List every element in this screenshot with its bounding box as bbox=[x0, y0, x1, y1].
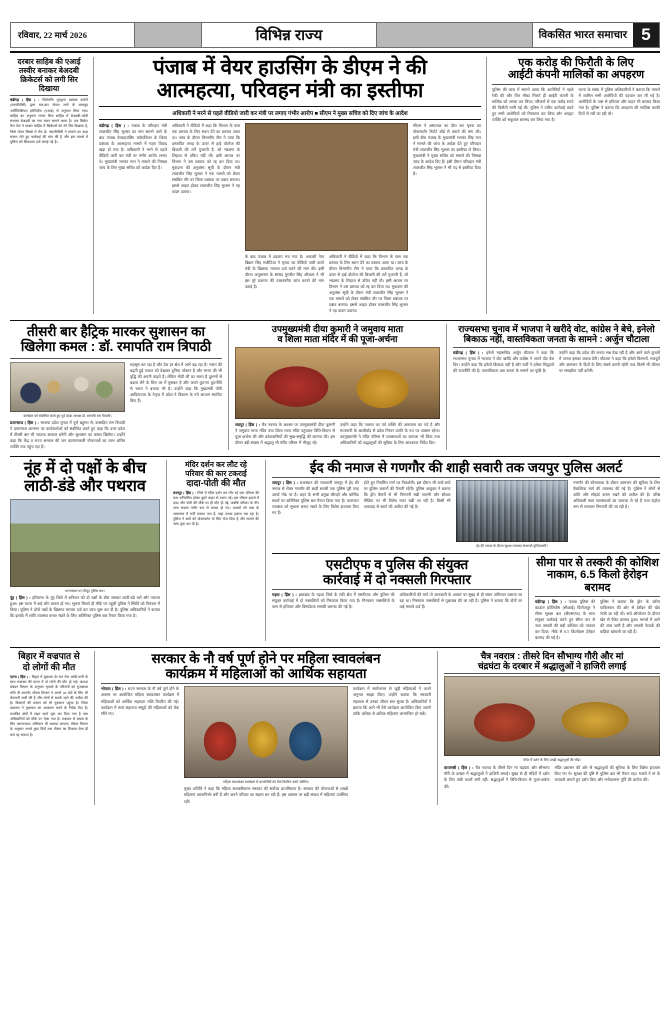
s2-left-rule bbox=[10, 358, 222, 359]
lead-subhead-rule-bottom bbox=[99, 119, 481, 120]
s3-naxal-rule bbox=[272, 589, 522, 590]
lead-left-body: शिरोमणि गुरुद्वारा प्रबंधक कमेटी (एसजीपीसी) द्वारा बार-बार चेताए जाने के बावजूद आर्टिफिशियल इंटेलिजेंस (एआई) से अनुमान लिया गया। साहिब का अनुमान लगाए बिना साहिब में बेअदबी-भरेदी बनाकर बेअदबी का नया चलन सामने आया है। एक क्रिकेट फैन पेज ने दरबार साहिब में क्रिकेटर्स को नंगे सिर दिखाया है, जिसे लेकर सिखों में रोष है। एसजीपीसी ने मामले का कड़ा संज्ञान लेते हुए कार्रवाई की मांग की है और इस मामले में पुलिस को शिकायत दर्ज कराई गई है। bbox=[10, 98, 89, 144]
s3-naxal-headline-line2: कार्रवाई में दो नक्सली गिरफ्तार bbox=[323, 572, 471, 588]
lead-headline-line1: पंजाब में वेयर हाउसिंग के डीएम ने की bbox=[153, 56, 427, 79]
section3-naxal-story bbox=[272, 557, 522, 641]
s3-kanpur-kicker-line1: मंदिर दर्शन कर लौट रहे bbox=[185, 459, 247, 469]
lead-right-rule bbox=[492, 84, 660, 85]
lead-left-dateline: चंडीगढ़ ( हिंस ) : bbox=[10, 98, 40, 102]
s2-mid-photo bbox=[235, 347, 440, 419]
lead-left-kicker-line1: दरबार साहिब की एआई bbox=[17, 57, 81, 66]
s3-kanpur-dateline: कानपुर ( हिंस ) : bbox=[173, 490, 196, 495]
s3-border-dateline: चंडीगढ़ ( हिंस ) : bbox=[535, 599, 566, 604]
s3-jaipur-dateline: जयपुर ( हिंस ) : bbox=[272, 480, 298, 485]
lead-col1-dateline: चंडीगढ़ ( हिंस ) : bbox=[99, 123, 129, 128]
s3-jaipur-col2: होते हुए निर्धारित मार्ग पर निकलेगी। इस दौरान भी चप्पे-चप्पे पर पुलिस जवानों की तैनाती रहेगी। पुलिस आयुक्त ने बताया कि ड्रोन कैमरों से भी निगरानी रखी जाएगी और सोशल मीडिया पर भी विशेष नजर रखी जा रही है। किसी भी अफवाह से बचने की अपील की गई है। bbox=[363, 480, 451, 510]
s4-main-rule bbox=[101, 683, 431, 684]
s4-main-headline-line2: कार्यक्रम में महिलाओं को आर्थिक सहायता bbox=[165, 666, 367, 682]
s2-left-body2: महसूस कर रहा है और देश हर क्षेत्र में आगे बढ़ रहा है। भारत की बढ़ती हुई ताकत को देखकर दुनिया परेशान है और भारत की भी वृद्धि की अपनी चाहते हैं। लेकिन मोदी जी का भारत है दुश्मनों से बदला लेने के लिए घर में घुसकर है और अपने कूटनय कूटनीति से भारत ने बचाया भी है। उन्होंने कहा कि मुख्यमंत्री योगी आदित्यनाथ के नेतृत्व में प्रदेश ने विकास के नये आयाम स्थापित किए हैं। bbox=[130, 362, 222, 403]
s4-bihar-dateline: पटना ( हिंस ) : bbox=[10, 674, 31, 679]
lead-col4-body: सीएम ने अस्पताल का दौरा कर मृतक का पोस्टमार्टम रिपोर्ट बोर्ड से कराने की मांग की। इसी बीच पंजाब के मुख्यमंत्री भगवंत सिंह मान ने मामले की जांच के आदेश देते हुए परिवहन मंत्री लालजीत सिंह भुल्लर का इस्तीफा ले लिया। मुख्यमंत्री ने मुख्य सचिव को मामले की निष्पक्ष जांच के आदेश दिए हैं। इसी दौरान परिवहन मंत्री लालजीत सिंह भुल्लर ने भी पद से इस्तीफा दिया है। bbox=[413, 123, 482, 177]
s3-jaipur-col3: गणगौर की शोभायात्रा के दौरान आमजन की सुविधा के लिए वैकल्पिक मार्ग की व्यवस्था की गई है। पुलिस ने लोगों से शांति और सौहार्द बनाए रखने की अपील की है। वरिष्ठ अधिकारी स्वयं व्यवस्थाओं का जायजा ले रहे हैं तथा कंट्रोल रूम से लगातार निगरानी की जा रही है। bbox=[573, 480, 661, 510]
s3-naxal-headline-line1: एसटीएफ व पुलिस की संयुक्त bbox=[325, 556, 469, 572]
s3-jaipur-photo bbox=[456, 480, 569, 542]
s3-nuh-caption: घटनास्थल पर मौजूद पुलिस बल। bbox=[65, 588, 105, 593]
lead-main-story bbox=[99, 57, 481, 314]
s3-nuh-headline-line2: लाठी-डंडे और पथराव bbox=[24, 477, 146, 495]
s3-nuh-photo bbox=[10, 499, 160, 587]
section3-right-block bbox=[272, 460, 660, 641]
s3-naxal-dateline: गढ़वा ( हिंस ) : bbox=[272, 593, 297, 598]
s3-naxal-body2: अधिकारियों की मानें तो जानकारी के आधार पर सुबह से ही सघन अभियान चलाया जा रहा था। गिरफ्तार नक्सलियों से पूछताछ की जा रही है। पुलिस ने बताया कि दोनों पर कई मामले दर्ज हैं। bbox=[399, 593, 522, 610]
s3-border-headline-line1: सीमा पार से तस्करी की कोशिश bbox=[536, 556, 659, 569]
s3-jaipur-caption: ईद की नमाज के दौरान सुरक्षा व्यवस्था संभालते पुलिसकर्मी। bbox=[476, 543, 548, 548]
s2-left-headline-line1: तीसरी बार हैट्रिक मारकर सुशासन का bbox=[27, 324, 205, 340]
s3-nuh-dateline: नूंह ( हिंस ) : bbox=[10, 595, 31, 600]
s4-navratri-headline-line2: चंद्रघंटा के दरबार में श्रद्धालुओं ने हाजिरी लगाई bbox=[477, 661, 627, 672]
s2-right-headline-line2: बिकाऊ नहीं, वास्तविकता जनता के सामने : अर्जुन चौटाला bbox=[463, 334, 650, 345]
section4-main-story bbox=[101, 651, 431, 804]
s4-navratri-headline-line1: चैत्र नवरात्र : तीसरे दिन सौभाग्य गौरी और मां bbox=[480, 651, 624, 662]
lead-col3b-body: अधिकारी ने वीडियो में कहा कि विभाग के पास एक प्रस्ताव के लिए स्थान देने का प्रस्ताव आया था। जांच के दौरान विभागीय टीम ने पाया कि प्रस्तावित जगह के ऊपर से हाई वोल्टेज की बिजली की तारें गुजरती हैं, जो भंडारण के लिहाज से उचित नहीं थी। इसी आधार पर विभाग ने उस प्रस्ताव को रद्द कर दिया था। मुकदमा की अनुशंसा सूची के दौरान मंत्री लालजीत सिंह भुल्लर ने एक मामले को लेकर संबंधित तौर पर जिला प्रबंधक पर दबाव बनाया। इससे आहत होकर लालजीत सिंह भुल्लर ने यह कदम उठाया। bbox=[329, 254, 409, 314]
lead-left-kicker-line3: क्रिकेटर्स को लगी सिर दिखाया bbox=[20, 75, 78, 93]
masthead-page-number: 5 bbox=[633, 23, 659, 47]
section2-left-story bbox=[10, 324, 222, 449]
s4-main-col3: कार्यक्रम में स्वरोजगार से जुड़ी महिलाओं ने अपने अनुभव साझा किए। उन्होंने बताया कि सरकारी सहायता से उनका जीवन स्तर सुधरा है। अधिकारियों ने बताया कि आगे भी ऐसे कार्यक्रम आयोजित किए जाएंगे ताकि अधिक से अधिक महिलाएं लाभान्वित हो सकें। bbox=[352, 687, 431, 716]
lead-col1-body: पंजाब के परिवहन मंत्री लालजीत सिंह भुल्लर का नाम सामने आने के बाद पंजाब वेयरहाउसिंग कॉरपोरेशन के जिला प्रबंधक के आत्महत्या मामले में गहरा विवाद खड़ा हो गया है। अधिकारी ने मरने से पहले वीडियो जारी कर मंत्री पर गंभीर आरोप लगाए थे। मुख्यमंत्री भगवंत मान ने मामले की निष्पक्ष जांच के लिए मुख्य सचिव को आदेश दिए हैं। bbox=[99, 123, 167, 171]
s2-left-caption: कार्यक्रम को संबोधित करते हुए पूर्व प्रदेश अध्यक्ष डॉ. रमापति राम त्रिपाठी। bbox=[23, 413, 112, 418]
s4-navratri-dateline: वाराणसी ( हिंस ) : bbox=[444, 766, 474, 771]
s2-mid-headline-line1: उपमुख्यमंत्री दीया कुमारी ने जमुवाय माता bbox=[271, 324, 404, 335]
s2-right-body2: उन्होंने कहा कि प्रदेश की जनता सब देख रही है और आने वाले चुनावों में जनता इसका जवाब देगी। चौटाला ने कहा कि इनेलो किसानों, मजदूरों और आमजन के हितों के लिए संघर्ष करती रहेगी तथा किसी भी कीमत पर समझौता नहीं करेगी। bbox=[559, 350, 660, 373]
s2-right-dateline: चंडीगढ़ ( हिंस ) : bbox=[453, 350, 484, 355]
lead-right-col1-body: पुलिस की जांच में सामने आया कि आरोपियों ने पहले रेकी की और फिर मौका मिलते ही आईटी कंपनी के मालिक को अगवा कर लिया। परिजनों से एक करोड़ रुपये की फिरौती मांगी गई थी। पुलिस ने त्वरित कार्रवाई करते हुए सभी आरोपियों को गिरफ्तार कर लिया और अपहृत व्यक्ति को सकुशल बरामद कर लिया गया है। bbox=[492, 87, 574, 122]
s3-kanpur-body: जिले में मंदिर दर्शन कर लौट रहे एक परिवार की कार अनियंत्रित होकर दूसरे वाहन से टकरा गई। इस भीषण हादसे में दादा और पोती की मौके पर ही मौत हो गई, जबकि परिवार के तीन अन्य सदस्य गंभीर रूप से घायल हो गए। घायलों को पास के अस्पताल में भर्ती कराया गया है, जहां उनका इलाज चल रहा है। पुलिस ने शवों को पोस्टमार्टम के लिए भेज दिया है और मामले की जांच शुरू कर दी है। bbox=[173, 490, 259, 527]
s3-border-headline-line2: नाकाम, 6.5 किलो हेरोइन बरामद bbox=[547, 569, 648, 594]
section2 bbox=[10, 324, 660, 449]
s2-left-dateline: प्रयागराज ( हिंस ) : bbox=[10, 420, 39, 425]
lead-left-column bbox=[10, 57, 88, 314]
lead-headline-line2: आत्महत्या, परिवहन मंत्री का इस्तीफा bbox=[156, 78, 424, 102]
s2-right-headline-line1: राज्यसभा चुनाव में भाजपा ने खरीदे वोट, कांग्रेस ने बेचे, इनेलो bbox=[458, 324, 655, 335]
section2-separator bbox=[10, 320, 660, 321]
lead-col2-body: अधिकारी ने वीडियो में कहा कि विभाग के पास एक प्रस्ताव के लिए स्थान देने का प्रस्ताव आया था। जांच के दौरान विभागीय टीम ने पाया कि प्रस्तावित जगह के ऊपर से हाई वोल्टेज की बिजली की तारें गुजरती हैं, जो भंडारण के लिहाज से उचित नहीं थी। इसी आधार पर विभाग ने उस प्रस्ताव को रद्द कर दिया था। मुकदमा की अनुशंसा सूची के दौरान मंत्री लालजीत सिंह भुल्लर ने एक मामले को लेकर संबंधित तौर पर जिला प्रबंधक पर दबाव बनाया। इससे आहत होकर लालजीत सिंह भुल्लर ने यह कदम उठाया। bbox=[171, 123, 240, 195]
s3-border-body2: पुलिस ने बताया कि ड्रोन के जरिए पाकिस्तान की ओर से हेरोइन की खेप भेजी जा रही थी। सर्च ऑपरेशन के दौरान खेत से पैकेट बरामद हुआ। मामले में आगे की जांच जारी है और तस्करी नेटवर्क की कड़ियां खंगाली जा रही हैं। bbox=[600, 599, 660, 635]
s4-navratri-col1: चैत्र नवरात्र के तीसरे दिन मां चंद्रघंटा और सौभाग्य गौरी के दरबार में श्रद्धालुओं ने हाजिरी लगाई। सुबह से ही मंदिरों में दर्शन के लिए लंबी कतारें लगी रहीं। श्रद्धालुओं ने विधि-विधान से पूजा-अर्चना की। bbox=[444, 766, 550, 789]
s4-main-caption: महिला स्वावलंबन कार्यक्रम में लाभार्थियों को चेक वितरित करते अतिथि। bbox=[223, 780, 309, 785]
section3-separator bbox=[10, 456, 660, 457]
s2-left-body1: भाजपा प्रदेश चुनाव में पूर्ण बहुमत से, उत्साहित राम त्रिपाठी ने प्रयागराज आगमन पर कार्यकर्ताओं को संबोधित करते हुए कहा कि उत्तर प्रदेश में तीसरी बार भी भाजपा सरकार बनेगी और सुशासन का कमल खिलेगा। उन्होंने कहा कि केंद्र व राज्य सरकार की जन कल्याणकारी योजनाओं का लाभ अंतिम व्यक्ति तक पहुंच रहा है। bbox=[10, 420, 125, 449]
s4-main-dateline: भोपाल ( हिंस ) : bbox=[101, 687, 127, 692]
masthead bbox=[10, 22, 660, 48]
s2-left-headline-line2: खिलेगा कमल : डॉ. रमापति राम त्रिपाठी bbox=[20, 339, 212, 355]
lead-subhead: अधिकारी ने मरने से पहले वीडियो जारी कर मंत्री पर लगाए गंभीर आरोप ■ सीएम ने मुख्य सचिव को दिए जांच के आदेश bbox=[172, 110, 408, 117]
s4-bihar-body: बिहार में शुक्रवार देर रात तेज आंधी-पानी के साथ वज्रपात की घटना में दो लोगों की मौत हो गई। आपदा प्रबंधन विभाग के अनुसार मृतकों के परिजनों को मुआवजा राशि दी जाएगी। मौसम विभाग ने अगले 48 घंटों के लिए भी चेतावनी जारी की है और लोगों से सतर्क रहने की अपील की है। किसानों की फसल को भी नुकसान पहुंचा है। जिला प्रशासन ने नुकसान का आकलन करने के निर्देश दिए हैं। प्रभावित क्षेत्रों में राहत कार्य शुरू कर दिया गया है तथा अधिकारियों को मौके पर भेजा गया है। वज्रपात से बचाव के लिए जागरूकता अभियान भी चलाया जाएगा। मौसम विभाग के अनुसार अगले कुछ दिनों तक मौसम का मिजाज ऐसा ही बना रह सकता है। bbox=[10, 674, 88, 737]
lead-col3-body: के बाद पंजाब में हड़कंप मच गया है। अकाली नेता बिक्रम सिंह मजीठिया ने मृतक का वीडियो जारी करते मंत्री के खिलाफ मामला दर्ज करने की मांग की। इसी दौरान अनुशासन के सांसद गुरजीत सिंह औजला ने भी इस पूरे प्रकरण की उच्चस्तरीय जांच कराने की मांग उठाई है। bbox=[244, 254, 324, 290]
s4-navratri-caption: मंदिर में दर्शन के लिए उमड़ी श्रद्धालुओं की भीड़। bbox=[523, 758, 581, 763]
lead-photo-column bbox=[245, 123, 408, 314]
s3-kanpur-kicker-line2: परिवार की कार टकराई bbox=[185, 468, 247, 478]
s4-navratri-rule bbox=[444, 673, 660, 674]
lead-section bbox=[10, 57, 660, 314]
s3-jaipur-rule bbox=[272, 477, 660, 478]
s4-navratri-col2: मंदिर प्रशासन की ओर से श्रद्धालुओं की सुविधा के लिए विशेष इंतजाम किए गए थे। सुरक्षा की दृष्टि से पुलिस बल भी तैनात रहा। भक्तों ने मां के जयकारे लगाते हुए दर्शन किए और मनोकामना पूर्ति की प्रार्थना की। bbox=[554, 766, 660, 783]
lead-right-headline-line1: एक करोड़ की फिरौती के लिए bbox=[518, 57, 634, 69]
s4-main-col2: मुख्य अतिथि ने कहा कि महिला सशक्तीकरण सरकार की सर्वोच्च प्राथमिकता है। सरकार की योजनाओं से लाखों महिलाएं आत्मनिर्भर बनी हैं और अपने परिवार का सहारा बन रही हैं। इस अवसर पर बड़ी संख्या में महिलाएं उपस्थित रहीं। bbox=[184, 787, 348, 804]
section4-bihar-story bbox=[10, 651, 88, 804]
s4-bihar-kicker-line2: दो लोगों की मौत bbox=[22, 662, 76, 672]
section3-inner-separator bbox=[272, 553, 660, 554]
s3-naxal-body1: झारखंड के गढ़वा जिले के रंकी क्षेत्र में एसटीएफ और पुलिस की संयुक्त कार्रवाई में दो नक्सलियों को गिरफ्तार किया गया है। गिरफ्तार नक्सलियों के पास से हथियार और विस्फोटक सामग्री बरामद की गई है। bbox=[272, 593, 395, 610]
lead-right-headline-line2: आईटी कंपनी मालिकों का अपहरण bbox=[507, 69, 645, 82]
section2-right-story bbox=[453, 324, 660, 449]
s3-kanpur-kicker-line3: दादा-पोती की मौत bbox=[186, 477, 246, 488]
s2-mid-body1: चैत्र नवरात्र के अवसर पर उपमुख्यमंत्री दीया कुमारी ने जमुवाय माता मंदिर तथा शिला माता मंदिर पहुंचकर विधि-विधान से पूजा-अर्चना की और प्रदेशवासियों की सुख-समृद्धि की कामना की। इस दौरान बड़ी संख्या में श्रद्धालु भी मंदिर परिसर में मौजूद रहे। bbox=[235, 422, 335, 445]
s4-main-photo bbox=[184, 686, 348, 778]
section4-separator bbox=[10, 647, 660, 648]
masthead-date: रविवार, 22 मार्च 2026 bbox=[11, 23, 135, 47]
section2-mid-story bbox=[235, 324, 440, 449]
s4-navratri-photo bbox=[444, 676, 660, 756]
masthead-rule bbox=[10, 51, 660, 53]
s4-main-headline-line1: सरकार के नौ वर्ष पूर्ण होने पर महिला स्वावलंबन bbox=[151, 651, 381, 667]
section3-border-story bbox=[535, 557, 660, 641]
section4-navratri-story bbox=[444, 651, 660, 804]
s4-bihar-kicker-line1: बिहार में वज्रपात से bbox=[18, 651, 80, 662]
s2-right-rule bbox=[453, 347, 660, 348]
s3-nuh-body: हरियाणा के नूंह जिले में शनिवार को दो पक्षों के बीच जमकर लाठी-डंडे चले और पथराव हुआ। इस घटना में कई लोग घायल हो गए। सूचना मिलते ही मौके पर पहुंची पुलिस ने स्थिति को नियंत्रण में किया। पुलिस ने दोनों पक्षों के खिलाफ मामला दर्ज कर जांच शुरू कर दी है। पुलिस अधिकारियों ने बताया कि इलाके में शांति व्यवस्था बनाए रखने के लिए अतिरिक्त पुलिस बल तैनात किया गया है। bbox=[10, 595, 161, 618]
s2-right-body1: इनेलो महासचिव अर्जुन चौटाला ने कहा कि राज्यसभा चुनाव में भाजपा ने वोट खरीदे और कांग्रेस ने अपने वोट बेच दिए। उन्होंने कहा कि इनेलो बिकाऊ नहीं है और पार्टी ने हमेशा सिद्धांतों की राजनीति की है। वास्तविकता अब जनता के सामने आ चुकी है। bbox=[453, 350, 555, 373]
s2-left-photo bbox=[10, 362, 125, 412]
masthead-gap-right bbox=[377, 23, 532, 47]
section3 bbox=[10, 460, 660, 641]
lead-left-kicker-line2: तस्वीर बनाकर बेअदबी bbox=[19, 66, 79, 75]
lead-right-col2-body: घटना के संबंध में पुलिस अधिकारियों ने बताया कि मामले में शामिल सभी आरोपियों की पहचान कर ली गई है। आरोपियों के पास से हथियार और वाहन भी बरामद किया गया है। पुलिस ने बताया कि अपहरण की साजिश काफी दिनों से रची जा रही थी। bbox=[578, 87, 660, 116]
section4 bbox=[10, 651, 660, 804]
lead-photo-minister bbox=[245, 123, 408, 251]
masthead-section-title: विभिन्न राज्य bbox=[201, 23, 377, 47]
lead-right-story bbox=[492, 57, 660, 314]
s2-mid-body2: उन्होंने कहा कि नवरात्र का पर्व शक्ति की आराधना का पर्व है और मातारानी के आशीर्वाद से प्रदेश निरंतर प्रगति के पथ पर अग्रसर रहेगा। उपमुख्यमंत्री ने मंदिर परिसर में व्यवस्थाओं का जायजा भी लिया तथा अधिकारियों को श्रद्धालुओं की सुविधा के लिए आवश्यक निर्देश दिए। bbox=[340, 422, 440, 445]
masthead-gap-left bbox=[135, 23, 201, 47]
s3-nuh-headline-line1: नूंह में दो पक्षों के बीच bbox=[23, 459, 147, 477]
s3-border-rule bbox=[535, 596, 660, 597]
s2-mid-dateline: जयपुर ( हिंस ) : bbox=[235, 422, 261, 427]
s3-jaipur-headline: ईद की नमाज से गणगौर की शाही सवारी तक जयपुर पुलिस अलर्ट bbox=[309, 459, 623, 475]
section3-nuh-story bbox=[10, 460, 160, 641]
masthead-brand: विकसित भारत समाचार bbox=[532, 23, 633, 47]
s4-main-col1: राज्य सरकार के नौ वर्ष पूर्ण होने के अवसर पर आयोजित महिला स्वावलंबन कार्यक्रम में महिलाओं को आर्थिक सहायता राशि वितरित की गई। कार्यक्रम में स्वयं सहायता समूहों की महिलाओं को चेक सौंपे गए। bbox=[101, 687, 180, 716]
section3-kanpur-story bbox=[173, 460, 259, 641]
s3-border-body1: पंजाब पुलिस की काउंटर इंटेलिजेंस (सीआई) फिरोजपुर ने सीमा सुरक्षा बल (बीएसएफ) के साथ संयुक्त कार्रवाई करते हुए सीमा पार से नशा तस्करी की बड़ी कोशिश को नाकाम कर दिया। मौके से 6.5 किलोग्राम हेरोइन बरामद की गई है। bbox=[535, 599, 595, 641]
lead-left-rule bbox=[10, 95, 88, 96]
s3-jaipur-col1: राजस्थान की राजधानी जयपुर में ईद की नमाज से लेकर गणगौर की शाही सवारी तक पुलिस पूरी तरह अलर्ट मोड पर है। शहर के सभी प्रमुख चौराहों और धार्मिक स्थलों पर अतिरिक्त पुलिस बल तैनात किया गया है। यातायात व्यवस्था को सुचारू बनाए रखने के लिए विशेष इंतजाम किए गए हैं। bbox=[272, 480, 359, 516]
s2-mid-headline-line2: व शिला माता मंदिर में की पूजा-अर्चना bbox=[277, 334, 398, 345]
